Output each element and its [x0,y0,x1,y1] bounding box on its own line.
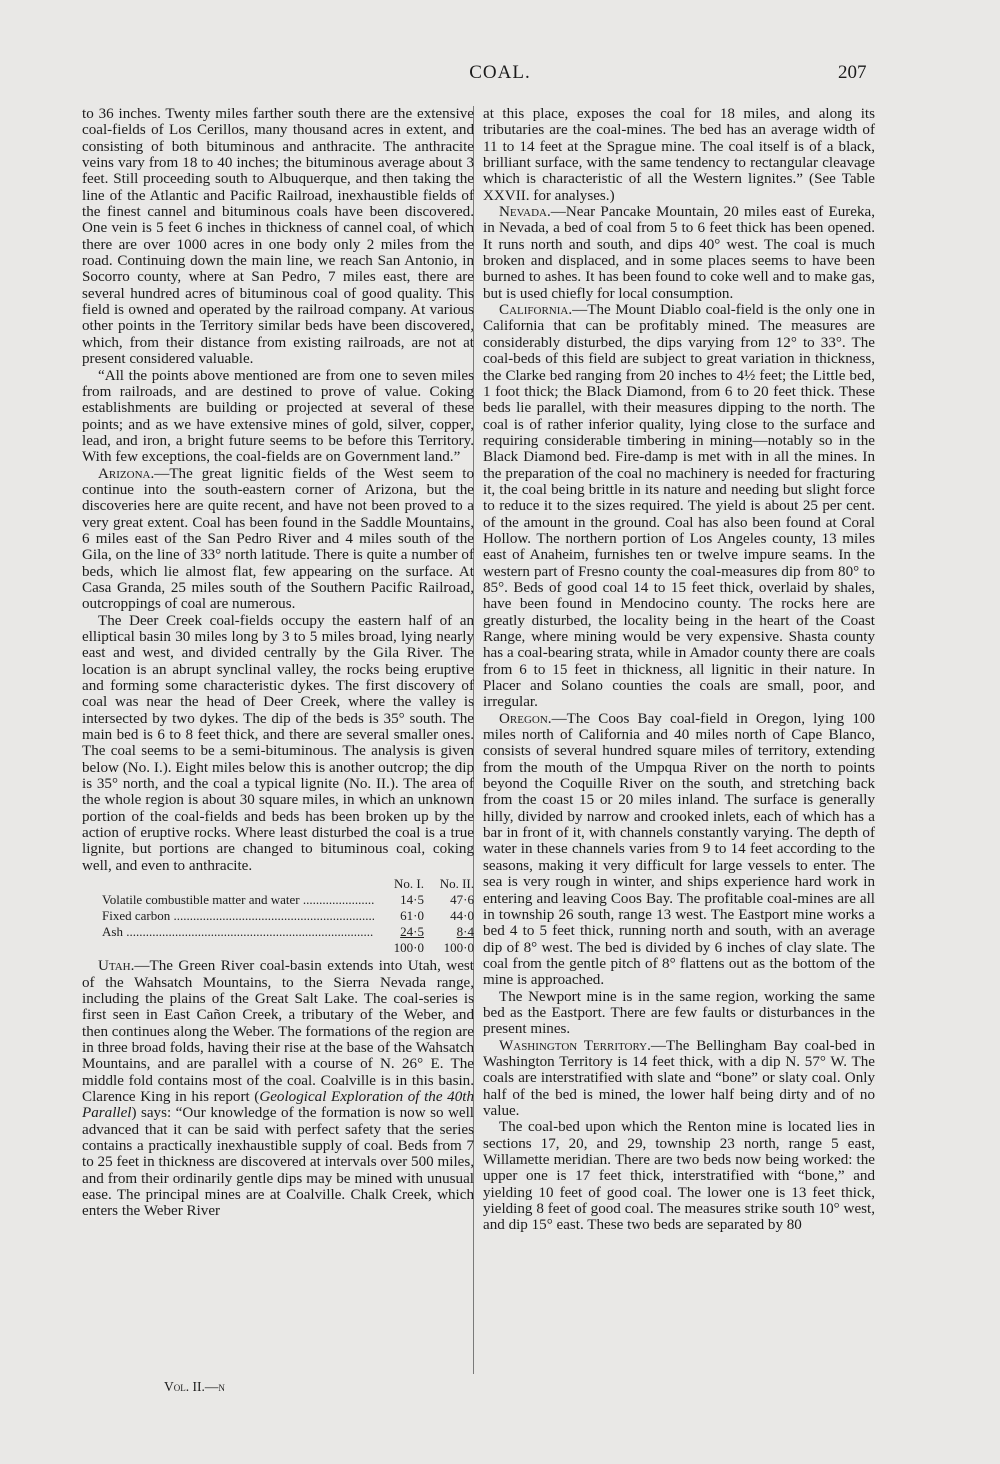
paragraph-utah [82,958,474,1220]
section-heading: Nevada. [499,204,551,221]
cell-value: 24·5 [400,924,424,940]
paragraph: at this place, exposes the coal for 18 miles, and along its tributaries are the coal-mines. The bed has an average width of 11 to 14 feet at the Sprague mine. The coal itself is of a black, brilliant surface, with the same tendency to rectangular cleavage which is characteristic of all the Western lignites.” (See Table XXVII. for analyses.) [483,106,875,204]
total-row [82,940,474,956]
citation-title: Geological Exploration of the 40th Parallel [82,1088,474,1122]
section-heading: Arizona. [98,465,155,482]
paragraph: The coal-bed upon which the Renton mine is located lies in sections 17, 20, and 29, township 23 north, range 5 east, Willamette meridian. There are two beds now being worked: the upper one is 17 feet thick, interstratified with “bone,” and yielding 10 feet of good coal. The lower one is 13 feet thick, yielding 8 feet of good coal. The measures strike south 10° west, and dip 15° east. These two beds are separated by 80 [483,1119,875,1234]
paragraph: to 36 inches. Twenty miles farther south there are the extensive coal-fields of Los Cerillos, many thousand acres in extent, and consisting of both bituminous and anthracite. The anthracite veins vary from 18 to 40 inches; the bituminous average about 3 feet. Still proceeding south to Albuquerque, and then taking the line of the Atlantic and Pacific Railroad, inexhaustible fields of the finest cannel and bituminous coals have been discovered. One vein is 5 feet 6 inches in thickness of cannel coal, of which there are over 1000 acres in one body only 2 miles from the road. Continuing down the main line, we reach San Antonio, in Socorro county, where at San Pedro, 7 miles east, there are several hundred acres of bituminous coal of good quality. This field is owned and operated by the railroad company. At various other points in the Territory similar beds have been discovered, which, from their distance from existing railroads, are not at present considered valuable. [82,106,474,368]
table-row [82,892,474,908]
total-value: 100·0 [393,940,424,956]
cell-value: 44·0 [450,908,474,924]
left-column [82,106,474,1220]
paragraph: “All the points above mentioned are from one to seven miles from railroads, and are destined to prove of value. Coking establishments are building or projected at several of these points; and as we have extensive mines of gold, silver, copper, lead, and iron, a bright future seems to be before this Territory. With few exceptions, the coal-fields are on Government land.” [82,367,474,466]
paragraph-arizona [82,466,474,613]
paragraph-nevada [483,204,875,302]
volume-signature: Vol. II.—n [164,1379,225,1394]
cell-value: 8·4 [456,924,474,940]
paragraph-california [483,302,875,711]
row-label: Volatile combustible matter and water ..... [82,892,374,908]
section-heading: Washington Territory. [499,1037,651,1054]
analysis-table [82,876,474,956]
paragraph-text: ) says: “Our knowledge of the formation is now so well advanced that it can be said with perfect safety that the series contains a practically inexhaustible supply of coal. Beds from 7 to 25 feet in thickness are discovered at intervals over 500 miles, and from their ordinarily gentle dips may be mined with unusual ease. The principal mines are at Coalville. Chalk Creek, which enters the Weber River [82,1105,474,1220]
page-title: COAL. [469,62,531,83]
cell-value: 47·6 [450,892,474,908]
table-row [82,908,474,924]
paragraph-text: —The Bellingham Bay coal-bed in Washington Territory is 14 feet thick, with a dip N. 57° W. The coals are interstratified with slate and “bone” or slaty coal. Only half of the bed is mined, the lower half being dirty and of no value. [483,1037,875,1119]
paragraph-text: —The Green River coal-basin extends into Utah, west of the Wahsatch Mountains, to the Sierra Nevada range, including the plains of the Great Salt Lake. The coal-series is first seen in East Cañon Creek, a tributary of the Weber, and then continues along the Weber. The formations of the region are in three broad folds, having their rise at the base of the Wahsatch Mountains, and are parallel with a course of N. 26° E. The middle fold contains most of the coal. Coalville is in this basin. Clarence King in his report ( [82,958,474,1105]
row-label: Fixed carbon ..... [82,908,374,924]
analysis-header-row [82,876,474,892]
paragraph-text: —The Coos Bay coal-field in Oregon, lying 100 miles north of California and 40 miles north of Cape Blanco, consists of several hundred square miles of territory, extending from the mouth of the Umpqua River on the north to points beyond the Coquille River on the south, and stretching back from the coast 15 or 20 miles inland. The surface is generally hilly, divided by narrow and crooked inlets, each of which has a bar in front of it, with channels constantly varying. The depth of water in these channels varies from 9 to 14 feet according to the seasons, making it very difficult for large vessels to enter. The sea is very rough in winter, and ships experience hard work in entering and leaving Coos Bay. The profitable coal-mines are all in township 26 south, range 13 west. The Eastport mine works a bed 4 to 5 feet thick, running north and south, with an average dip of 8° west. The bed is divided by 6 inches of clay slate. The coal from the gentle pitch of 8° flattens out as the bottom of the mine is approached. [483,710,875,989]
section-heading: Utah. [98,958,135,975]
cell-value: 61·0 [400,908,424,924]
right-column [483,106,875,1234]
total-value: 100·0 [443,940,474,956]
table-row [82,924,474,940]
paragraph: The Newport mine is in the same region, working the same bed as the Eastport. There are few faults or disturbances in the present mines. [483,988,875,1038]
page-number: 207 [838,62,867,83]
row-label: Ash ..... [82,924,374,940]
paragraph-text: —Near Pancake Mountain, 20 miles east of Eureka, in Nevada, a bed of coal from 5 to 6 feet thick has been opened. It runs north and south, and dips 40° west. The coal is much broken and displaced, and in some places seems to have been burned to ashes. It has been found to coke well and to make gas, but is used chiefly for local consumption. [483,204,875,302]
paragraph-washington [483,1038,875,1120]
column-header: No. II. [439,876,474,892]
paragraph-text: —The Mount Diablo coal-field is the only one in California that can be profitably mined. The measures are considerably disturbed, the dips varying from 12° to 33°. The coal-beds of this field are subject to great variation in thickness, the Clarke bed ranging from 20 inches to 4½ feet; the Little bed, 1 foot thick; the Black Diamond, from 6 to 20 feet thick. These beds lie parallel, with their measures dipping to the north. The coal is of rather inferior quality, lying close to the surface and requiring considerable timbering in mining—notably so in the Black Diamond bed. Fire-damp is met with in all the mines. In the preparation of the coal no machinery is needed for fracturing it, the coal being brittle in its nature and needing but slight force to reduce it to the sizes required. The yield is about 25 per cent. of the amount in the ground. Coal has also been found at Coral Hollow. The northern portion of Los Angeles county, 13 miles east of Anaheim, furnishes ten or twelve impure seams. In the western part of Fresno county the coal-measures dip from 80° to 85°. Beds of good coal 14 to 15 feet thick, overlaid by shales, have been found in Mendocino county. The rocks here are greatly disturbed, the locality being in the heart of the Coast Range, where mining would be very expensive. Shasta county has a coal-bearing strata, while in Amador county there are coals from 6 to 15 feet in thickness, all lignitic in their nature. In Placer and Solano counties the coals are small, poor, and irregular. [483,302,875,711]
column-header: No. I. [394,876,424,892]
paragraph-oregon [483,711,875,989]
paragraph: The Deer Creek coal-fields occupy the eastern half of an elliptical basin 30 miles long by 3 to 5 miles broad, lying nearly east and west, and divided centrally by the Gila River. The location is an abrupt synclinal valley, the rocks being eruptive and forming some characteristic dykes. The first discovery of coal was near the head of Deer Creek, where the valley is intersected by two dykes. The dip of the beds is 35° south. The main bed is 6 to 8 feet thick, and there are several smaller ones. The coal seems to be a semi-bituminous. The analysis is given below (No. I.). Eight miles below this is another outcrop; the dip is 35° north, and the coal a typical lignite (No. II.). The area of the whole region is about 30 square miles, in which an unknown portion of the coal-fields and beds has been broken up by the action of eruptive rocks. Where least disturbed the coal is a true lignite, but portions are changed to bituminous coal, coking well, and even to anthracite. [82,612,474,874]
section-heading: Oregon. [499,710,552,727]
cell-value: 14·5 [400,892,424,908]
section-heading: California. [499,302,573,319]
paragraph-text: —The great lignitic fields of the West seem to continue into the south-eastern corner of Arizona, but the discoveries here are quite recent, and have not been proved to a very great extent. Coal has been found in the Saddle Mountains, 6 miles east of the San Pedro River and 4 miles south of the Gila, on the line of 33° north latitude. There is quite a number of beds, which lie almost flat, few appearing on the surface. At Casa Granda, 25 miles south of the Southern Pacific Railroad, outcroppings of coal are numerous. [82,465,474,613]
